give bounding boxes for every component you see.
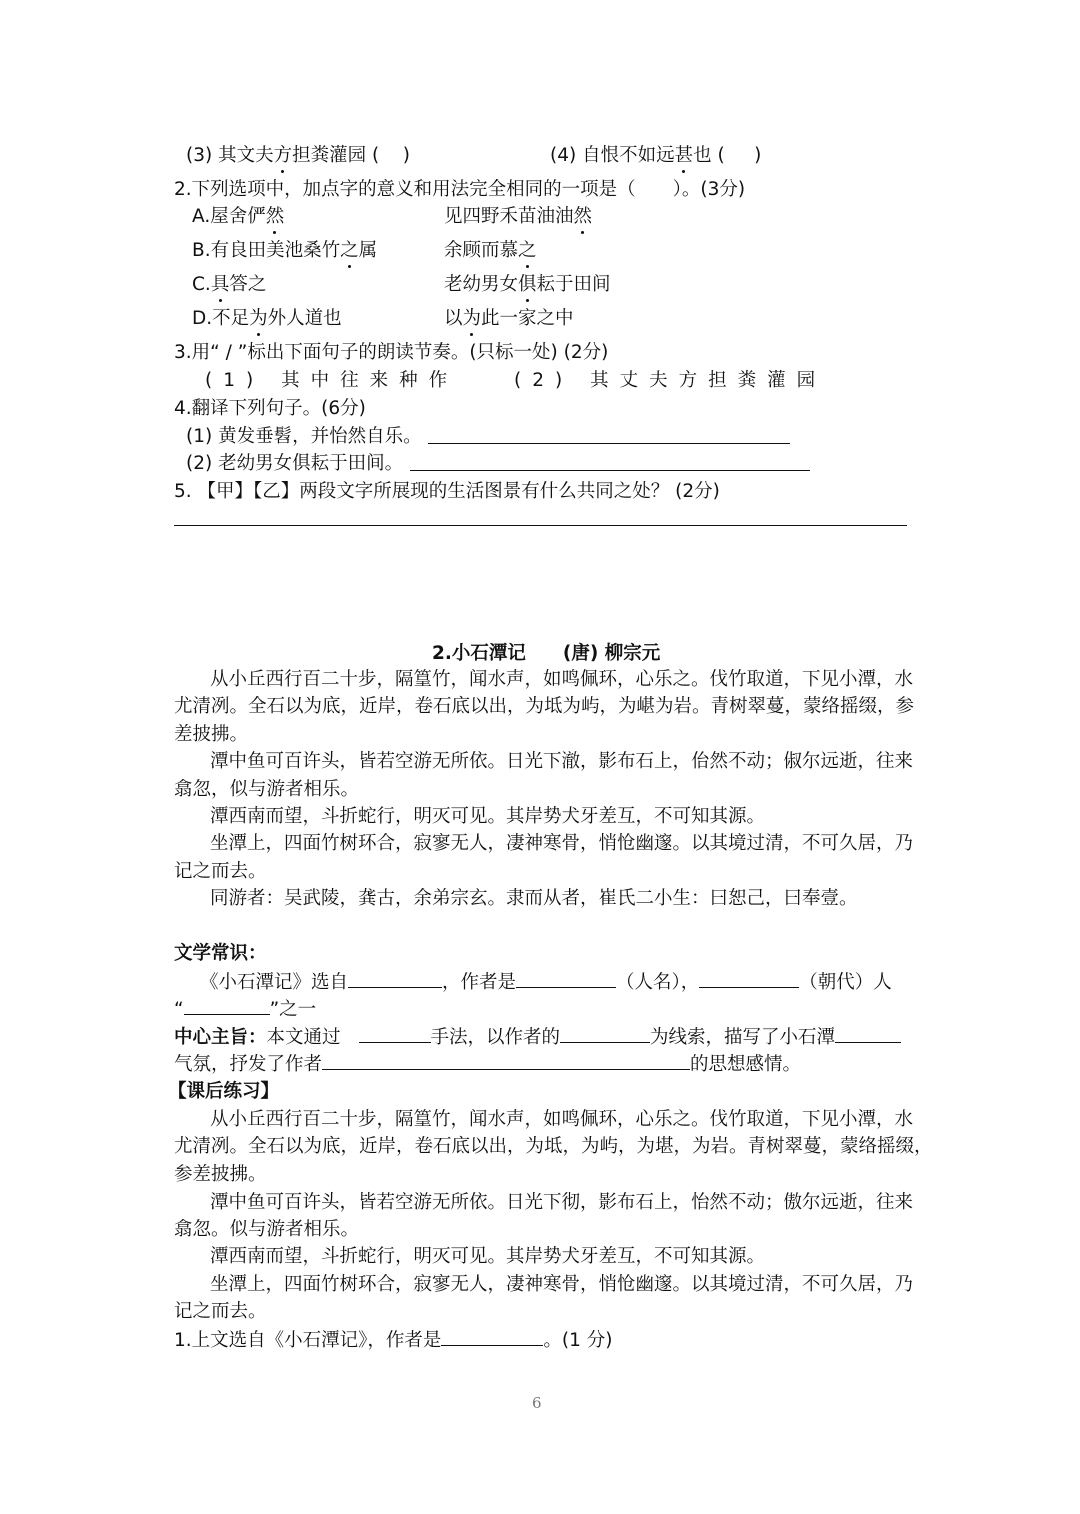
literary-knowledge-line-2: “ ”之一: [174, 996, 316, 1023]
question-1-3: (3) 其文夫方担粪灌园 ( ): [186, 143, 410, 169]
exercise-passage-line: 参差披拂。: [174, 1164, 267, 1185]
fill-blank[interactable]: [441, 1327, 543, 1346]
fill-blank[interactable]: [184, 996, 270, 1015]
emphasis-char: 为: [249, 306, 268, 332]
passage-line: 同游者：吴武陵，龚古，余弟宗玄。隶而从者，崔氏二小生：曰恕己，曰奉壹。: [210, 888, 858, 909]
literary-knowledge-heading: 文学常识：: [174, 943, 267, 964]
theme-line-1: 中心主旨：本文通过 手法，以作者的 为线索，描写了小石潭: [174, 1024, 901, 1051]
emphasis-char: 之: [340, 238, 359, 264]
option-a-left: A.屋舍俨然: [192, 204, 284, 230]
emphasis-char: 方: [274, 143, 293, 169]
option-a-right: 见四野禾苗油油然: [444, 204, 592, 230]
fill-blank[interactable]: [322, 1051, 690, 1070]
fill-blank[interactable]: [359, 1024, 431, 1043]
question-3-sentence-2: (2) 其丈夫方担粪灌园: [514, 370, 827, 391]
passage-line: 记之而去。: [174, 861, 267, 882]
exercise-passage-line: 尤清冽。全石以为底，近岸，卷石底以出，为坻，为屿，为堪，为岩。青树翠蔓，蒙络摇缀，: [174, 1136, 933, 1157]
emphasis-char: 之: [518, 238, 537, 264]
q1-3-text: (3) 其文夫: [186, 145, 274, 166]
question-3-title: 3.用“ / ”标出下面句子的朗读节奏。(只标一处) (2分): [174, 342, 609, 363]
exercise-passage-line: 坐潭上，四面竹树环合，寂寥无人，凄神寒骨，悄怆幽邃。以其境过清，不可久居，乃: [210, 1274, 914, 1295]
question-4-item-2: (2) 老幼男女俱耘于田间。: [186, 453, 404, 474]
fill-blank[interactable]: [835, 1024, 901, 1043]
emphasis-char: 为: [463, 306, 482, 332]
question-4-item-1: (1) 黄发垂髫，并怡然自乐。: [186, 426, 422, 447]
option-c-left: C.具答之: [192, 272, 266, 298]
option-b-left: B.有良田美池桑竹之属: [192, 238, 377, 264]
question-3-sentence-1: (1) 其中往来种作: [205, 370, 459, 391]
answer-line[interactable]: [410, 470, 810, 471]
question-4-title: 4.翻译下列句子。(6分): [174, 398, 366, 419]
literary-knowledge-line-1: 《小石潭记》选自 ，作者是 （人名）， （朝代）人: [200, 969, 892, 996]
emphasis-char: 具: [211, 272, 230, 298]
question-2-title: 2.下列选项中，加点字的意义和用法完全相同的一项是（ ）。(3分): [174, 179, 746, 200]
emphasis-char: 甚: [675, 143, 694, 169]
passage-line: 潭西南而望，斗折蛇行，明灭可见。其岸势犬牙差互，不可知其源。: [210, 806, 766, 827]
answer-line[interactable]: [428, 443, 790, 444]
fill-blank[interactable]: [699, 969, 799, 988]
section-title: 2.小石潭记 (唐) 柳宗元: [432, 643, 661, 664]
exercise-passage-line: 从小丘西行百二十步，隔篁竹，闻水声，如鸣佩环，心乐之。伐竹取道，下见小潭，水: [210, 1109, 914, 1130]
emphasis-char: 然: [574, 204, 593, 230]
exercise-passage-line: 记之而去。: [174, 1301, 267, 1322]
emphasis-char: 然: [266, 204, 285, 230]
passage-line: 差披拂。: [174, 724, 249, 745]
fill-blank[interactable]: [348, 969, 442, 988]
exercise-passage-line: 潭中鱼可百许头，皆若空游无所依。日光下彻，影布石上，怡然不动；傲尔远逝，往来: [210, 1192, 914, 1213]
question-5-title: 5. 【甲】【乙】两段文字所展现的生活图景有什么共同之处？ (2分): [174, 481, 720, 502]
answer-line[interactable]: [174, 525, 907, 526]
fill-blank[interactable]: [516, 969, 616, 988]
theme-line-2: 气氛，抒发了作者 的思想感情。: [174, 1051, 801, 1078]
option-c-right: 老幼男女俱耘于田间: [444, 272, 611, 298]
exercise-passage-line: 翕忽。似与游者相乐。: [174, 1219, 360, 1240]
exercise-passage-line: 潭西南而望，斗折蛇行，明灭可见。其岸势犬牙差互，不可知其源。: [210, 1246, 766, 1267]
option-d-left: D.不足为外人道也: [192, 306, 342, 332]
passage-line: 从小丘西行百二十步，隔篁竹，闻水声，如鸣佩环，心乐之。伐竹取道，下见小潭，水: [210, 669, 914, 690]
option-d-right: 以为此一家之中: [444, 306, 574, 332]
option-b-right: 余顾而慕之: [444, 238, 537, 264]
passage-line: 尤清冽。全石以为底，近岸，卷石底以出，为坻为屿，为嵁为岩。青树翠蔓，蒙络摇缀，参: [174, 696, 915, 717]
passage-line: 坐潭上，四面竹树环合，寂寥无人，凄神寒骨，悄怆幽邃。以其境过清，不可久居，乃: [210, 833, 914, 854]
exercise-heading: 【课后练习】: [168, 1081, 280, 1102]
fill-blank[interactable]: [560, 1024, 650, 1043]
passage-line: 翕忽，似与游者相乐。: [174, 779, 360, 800]
exercise-question-1: 1.上文选自《小石潭记》，作者是 。(1 分): [174, 1327, 613, 1354]
question-1-4: (4) 自恨不如远甚也 ( ): [550, 143, 761, 169]
passage-line: 潭中鱼可百许头，皆若空游无所依。日光下澈，影布石上，佁然不动；俶尔远逝，往来: [210, 751, 914, 772]
page-number: 6: [532, 1394, 542, 1412]
emphasis-char: 俱: [518, 272, 537, 298]
